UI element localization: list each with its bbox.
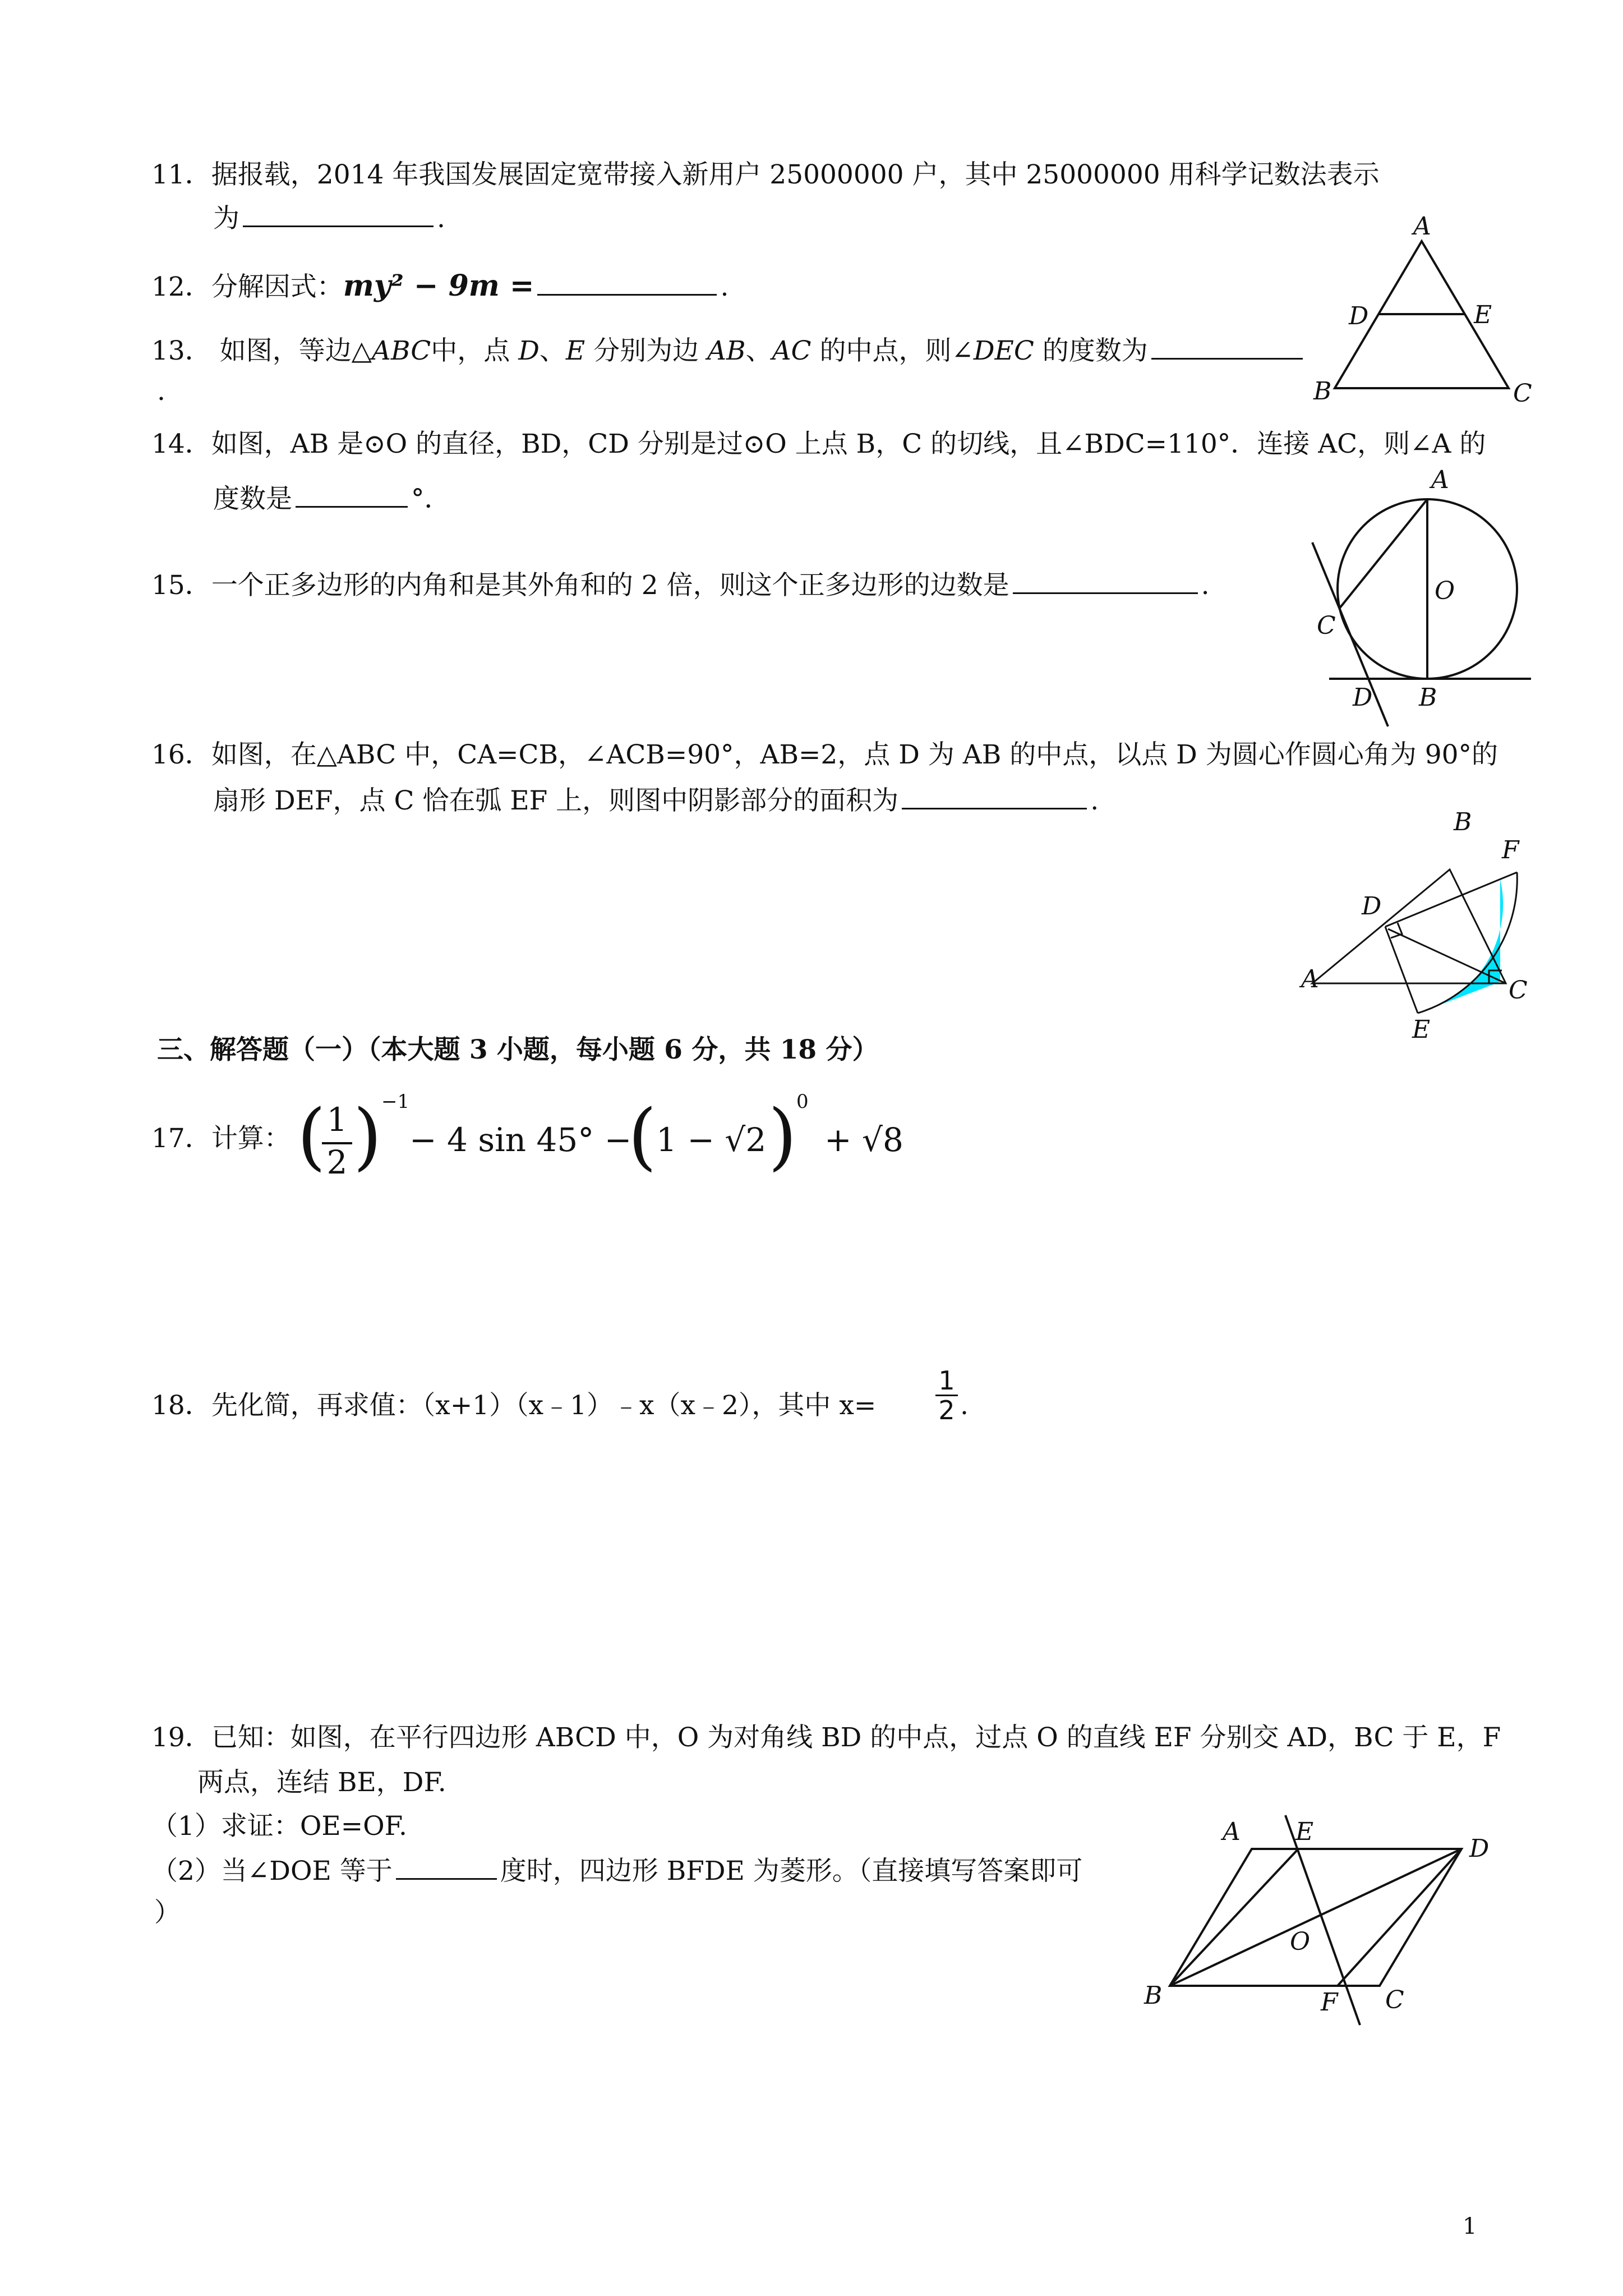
label-c: C — [1513, 379, 1532, 408]
exponent: 0 — [796, 1091, 809, 1113]
label-f: F — [1321, 1988, 1338, 2017]
paren-right: ) — [353, 1093, 382, 1179]
question-text: 已知：如图，在平行四边形 ABCD 中，O 为对角线 BD 的中点，过点 O 的直线 EF 分别交 AD，BC 于 E，F — [211, 1722, 1501, 1753]
question-number: 12． — [151, 272, 211, 302]
paren-right: ) — [768, 1093, 797, 1179]
q15-line — [151, 569, 1210, 602]
question-text: 先化简，再求值：（x+1）（x﹣1）﹣x（x﹣2），其中 x= — [211, 1390, 877, 1421]
math-var: D — [518, 335, 540, 366]
q11-line2 — [213, 202, 445, 236]
figure-q14-circle — [1301, 466, 1537, 729]
question-text: 如图，等边△ — [219, 335, 372, 366]
segment-be — [1170, 1849, 1298, 1986]
q16-line1 — [151, 738, 1498, 772]
math-expression: my² − 9m = — [343, 269, 534, 303]
label-c: C — [1509, 976, 1528, 1005]
question-text: 度时，四边形 BFDE 为菱形。（直接填写答案即可 — [500, 1856, 1083, 1887]
label-b: B — [1454, 808, 1472, 836]
question-text: °． — [411, 484, 451, 514]
label-o: O — [1435, 577, 1455, 605]
question-text: . — [437, 203, 445, 234]
fraction-denominator: 2 — [938, 1395, 955, 1425]
math-term: + √8 — [824, 1121, 903, 1159]
q19-line2: 两点，连结 BE，DF. — [197, 1767, 446, 1798]
q12-line — [151, 269, 728, 304]
label-c: C — [1385, 1986, 1404, 2014]
math-var: DEC — [973, 335, 1034, 366]
label-a: A — [1431, 466, 1449, 494]
answer-blank[interactable] — [902, 784, 1087, 809]
fraction-denominator: 2 — [326, 1143, 348, 1181]
q17-line — [151, 1122, 291, 1200]
q11-line1 — [151, 158, 1380, 192]
question-number: 11． — [151, 159, 211, 190]
q13-line2: . — [157, 376, 165, 407]
triangle-abc — [1312, 869, 1506, 983]
label-b: B — [1419, 683, 1437, 712]
paren-left: ( — [297, 1093, 326, 1179]
diagonal-bd — [1170, 1849, 1461, 1986]
paren-left: ( — [628, 1093, 657, 1179]
question-text: 扇形 DEF，点 C 恰在弧 EF 上，则图中阴影部分的面积为 — [213, 785, 899, 816]
figure-q19-parallelogram — [1127, 1795, 1497, 2053]
math-var: AC — [772, 335, 811, 366]
q19-line1 — [151, 1721, 1501, 1755]
answer-blank[interactable] — [1151, 334, 1303, 360]
question-text: 中，点 — [431, 335, 510, 366]
question-text: 一个正多边形的内角和是其外角和的 2 倍，则这个正多边形的边数是 — [211, 570, 1009, 601]
label-e: E — [1474, 301, 1492, 329]
question-text: . — [1201, 570, 1210, 601]
fraction-numerator: 1 — [326, 1101, 348, 1139]
math-var: E — [565, 335, 585, 366]
fraction-numerator: 1 — [938, 1365, 955, 1396]
label-f: F — [1502, 836, 1519, 864]
q19-part2-end: ） — [154, 1897, 181, 1928]
label-b: B — [1144, 1981, 1163, 2010]
question-number: 13． — [151, 335, 211, 366]
label-d: D — [1353, 683, 1373, 712]
chord-ac — [1339, 499, 1427, 609]
question-text: 分别为边 — [593, 335, 699, 366]
answer-blank[interactable] — [537, 270, 717, 296]
question-number: 15． — [151, 570, 211, 601]
question-text: （2）当∠DOE 等于 — [151, 1856, 393, 1887]
question-text: 据报载，2014 年我国发展固定宽带接入新用户 25000000 户，其中 25000000 用科学记数法表示 — [211, 159, 1380, 190]
radius-df — [1385, 872, 1517, 927]
question-text: 的度数为 — [1042, 335, 1148, 366]
question-text: 如图，AB 是⊙O 的直径，BD，CD 分别是过⊙O 上点 B，C 的切线，且∠BDC=110°．连接 AC，则∠A 的 — [211, 429, 1486, 459]
question-text: 的中点，则∠ — [819, 335, 974, 366]
question-text: . — [1090, 785, 1099, 816]
page-number: 1 — [1463, 2214, 1477, 2239]
answer-blank[interactable] — [296, 482, 408, 508]
label-e: E — [1412, 1015, 1431, 1044]
label-b: B — [1313, 377, 1332, 406]
question-text: 、 — [539, 335, 566, 366]
exponent: −1 — [381, 1091, 410, 1113]
question-number: 19． — [151, 1722, 211, 1753]
math-term: − 4 sin 45° − — [409, 1121, 632, 1159]
question-text: 为 — [213, 203, 239, 234]
math-var: AB — [707, 335, 746, 366]
label-d: D — [1469, 1834, 1490, 1863]
q19-part1: （1）求证：OE=OF. — [151, 1811, 407, 1842]
label-e: E — [1295, 1818, 1314, 1846]
section-heading: 三、解答题（一）（本大题 3 小题，每小题 6 分，共 18 分） — [157, 1034, 879, 1065]
figure-q13-triangle — [1312, 212, 1537, 408]
label-d: D — [1362, 892, 1382, 921]
segment-df — [1338, 1849, 1461, 1986]
question-number: 17． — [151, 1123, 211, 1154]
q19-part2 — [151, 1855, 1082, 1888]
math-term: 1 − √2 — [656, 1121, 767, 1159]
label-c: C — [1317, 611, 1336, 640]
question-number: 14． — [151, 429, 211, 459]
question-number: 16． — [151, 739, 211, 770]
q14-line2 — [213, 482, 451, 516]
question-text: 、 — [745, 335, 772, 366]
question-text: 计算： — [211, 1123, 291, 1154]
figure-q16-sector — [1295, 808, 1553, 1043]
answer-blank[interactable] — [243, 202, 434, 227]
label-d: D — [1349, 302, 1369, 330]
question-text: 如图，在△ABC 中，CA=CB，∠ACB=90°，AB=2，点 D 为 AB 的中点，以点 D 为圆心作圆心角为 90°的 — [211, 739, 1498, 770]
q18-fraction — [935, 1366, 958, 1424]
answer-blank[interactable] — [396, 1855, 497, 1880]
q16-line2 — [213, 784, 1099, 818]
q13-line1 — [151, 334, 1306, 368]
question-text: 度数是 — [213, 484, 292, 514]
q14-line1 — [151, 427, 1486, 461]
math-var: ABC — [371, 335, 431, 366]
question-text: 分解因式： — [211, 272, 343, 302]
shaded-region — [1418, 879, 1503, 1013]
question-text: . — [720, 272, 729, 302]
question-number: 18． — [151, 1390, 211, 1421]
q18-line — [151, 1389, 876, 1423]
label-a: A — [1223, 1818, 1241, 1846]
label-o: O — [1290, 1927, 1311, 1956]
label-a: A — [1413, 212, 1431, 241]
answer-blank[interactable] — [1013, 569, 1198, 594]
q18-end: . — [960, 1390, 969, 1421]
label-a: A — [1301, 965, 1319, 993]
